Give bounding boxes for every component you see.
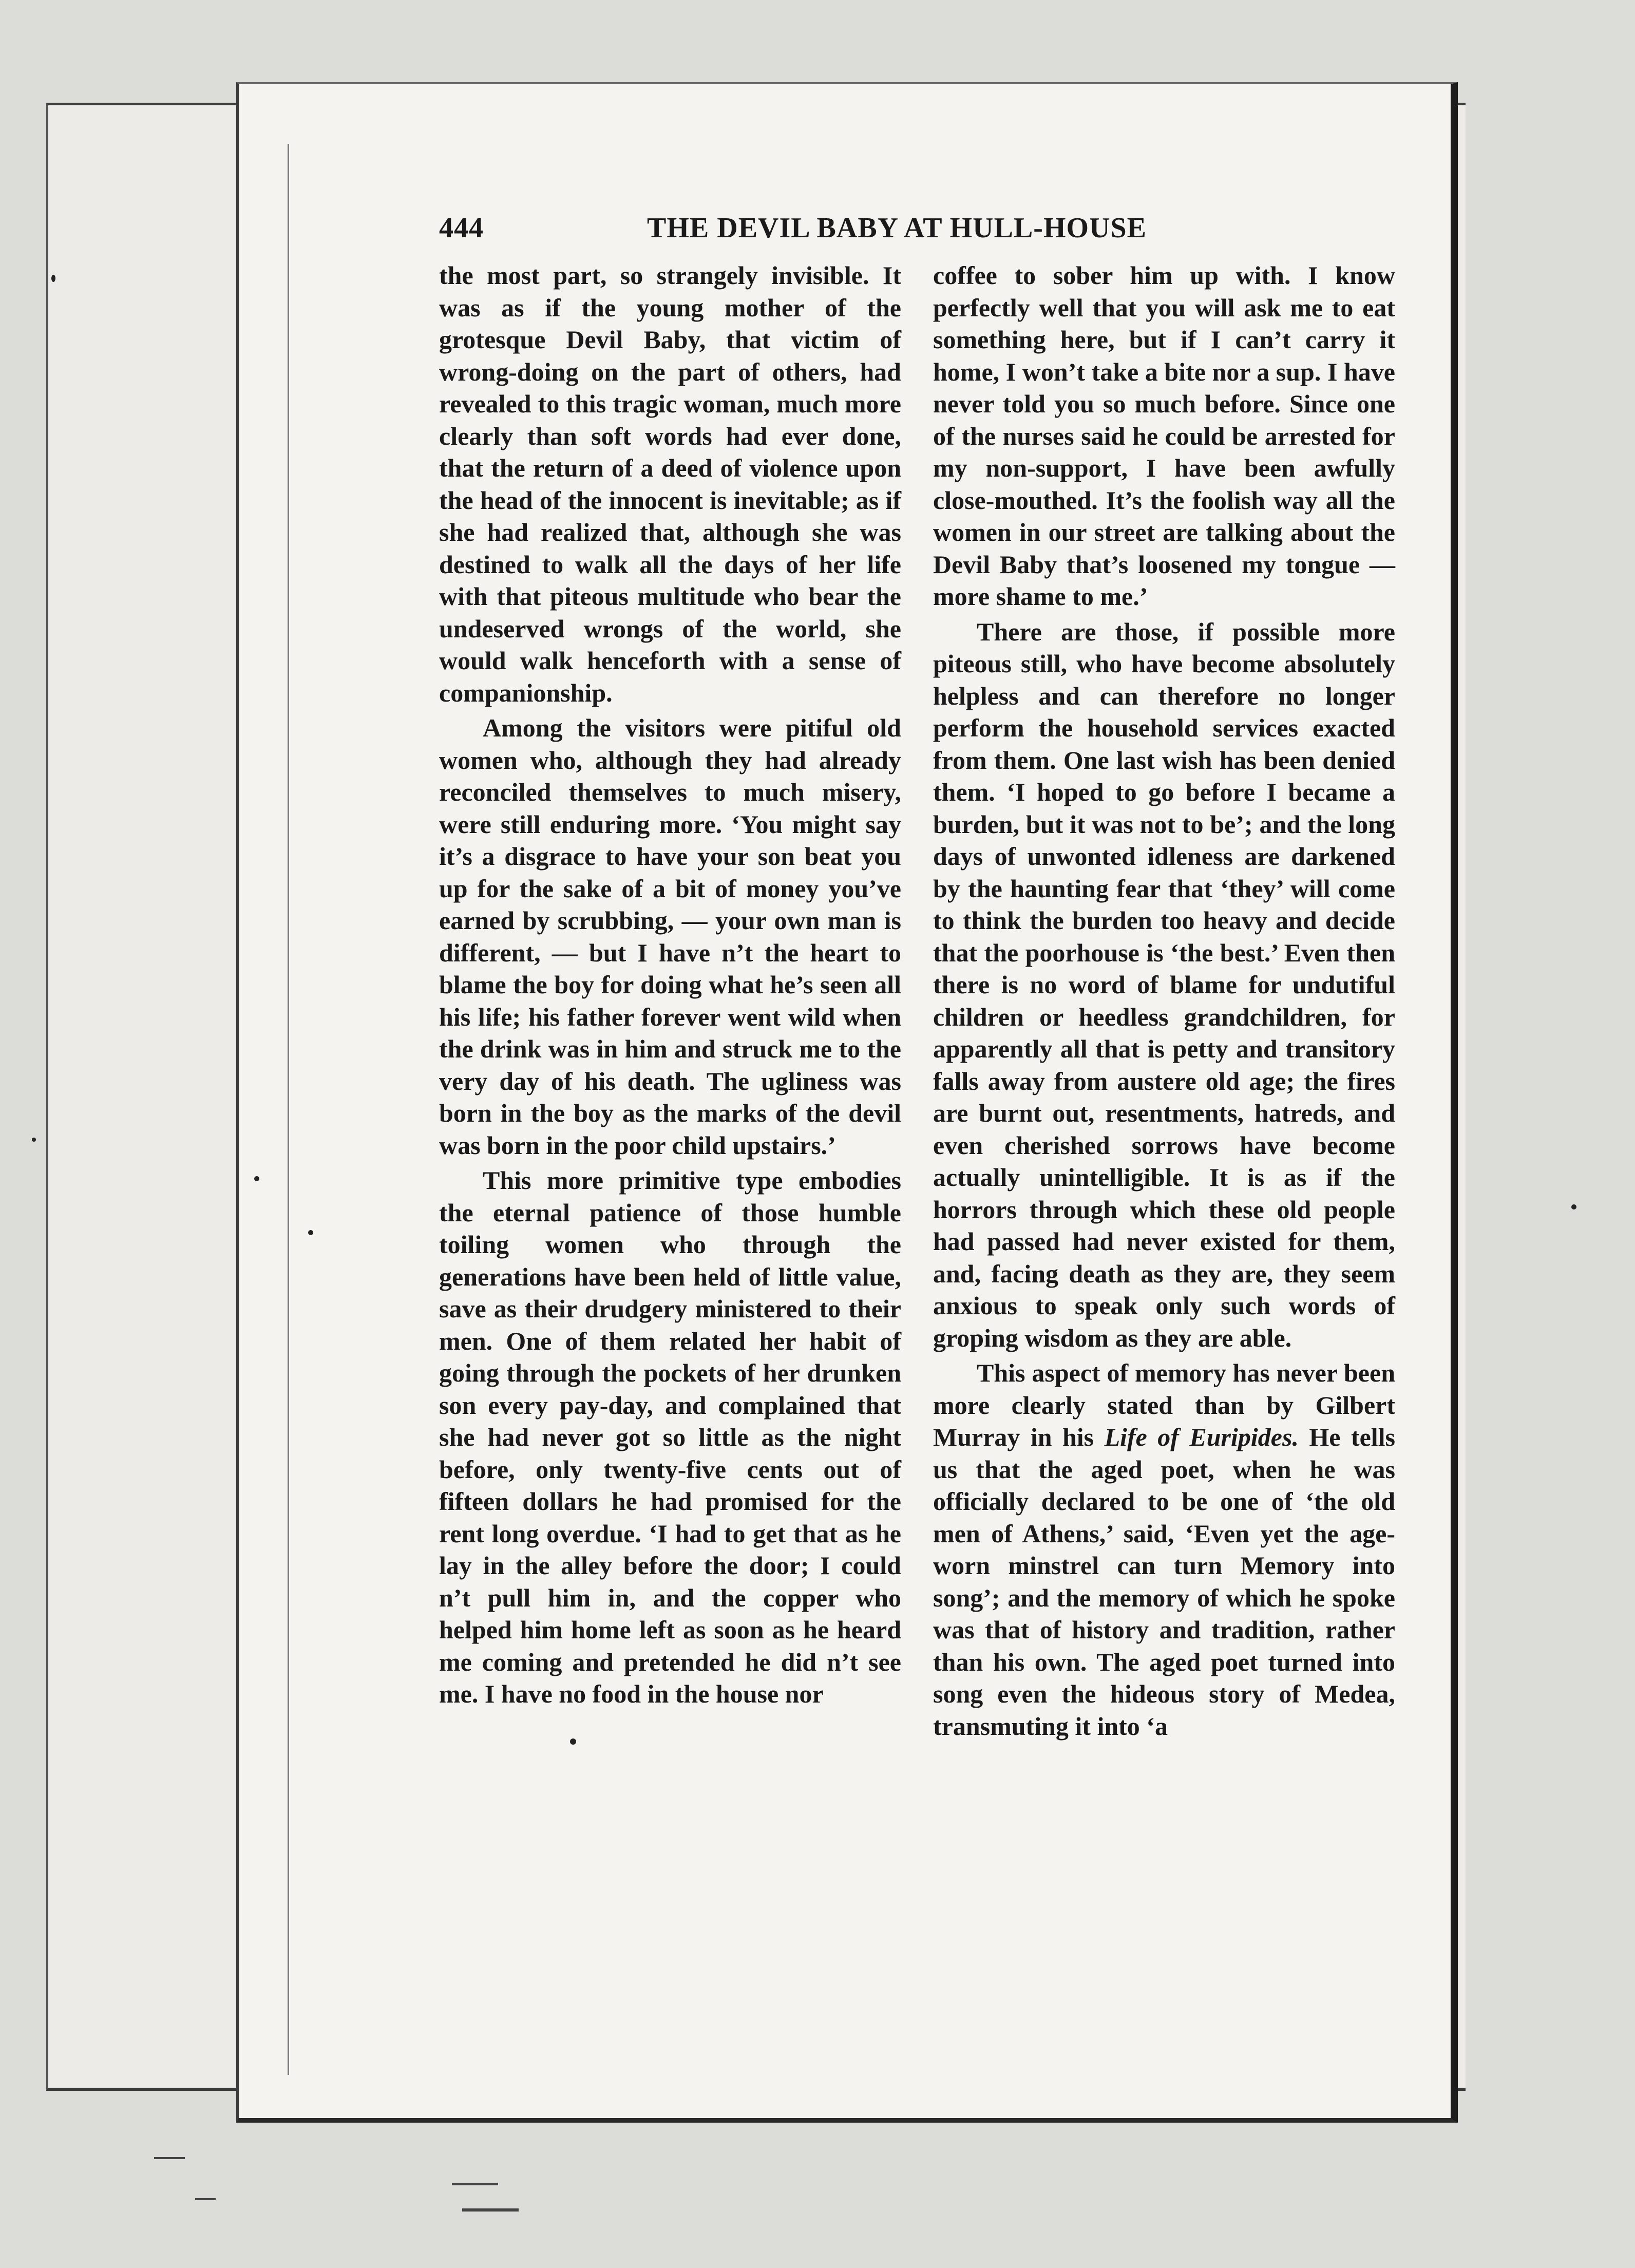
scan-speck xyxy=(308,1230,313,1235)
book-title-italic: Life of Euripides. xyxy=(1104,1423,1299,1451)
scan-scratch xyxy=(452,2183,498,2185)
scan-speck xyxy=(32,1138,36,1142)
scan-scratch xyxy=(195,2198,216,2200)
left-column xyxy=(439,259,901,1710)
scan-scratch xyxy=(154,2157,185,2159)
right-paragraph-2: There are those, if possible more piteous still, who have become absolutely helpless and can therefore no longer perform the household services exacted from them. One last wish has been denied them. ‘I hoped to go before I became a burden, but it was not to be’; and the long days of unwonted idleness are darkened by the haunting fear that ‘they’ will come to think the burden too heavy and decide that the poorhouse is ‘the best.’ Even then there is no word of blame for undutiful children or heedless grandchildren, for apparently all that is petty and transitory falls away from austere old age; the fires are burnt out, resentments, hatreds, and even cherished sorrows have become actually unintelligible. It is as if the horrors through which these old people had passed had never existed for them, and, facing death as they are, they seem anxious to speak only such words of groping wisdom as they are able. xyxy=(933,617,1395,1352)
page-number: 444 xyxy=(439,212,484,244)
left-paragraph-2: Among the visitors were pitiful old women who, although they had already reconciled themselves to much misery, were still enduring more. ‘You might say it’s a disgrace to have your son beat you up for the sake of a bit of money you’ve earned by scrubbing, — your own man is different, — but I have n’t the heart to blame the boy for doing what he’s seen all his life; his father forever went wild when the drink was in him and struck me to the very day of his death. The ugliness was born in the boy as the marks of the devil was born in the poor child upstairs.’ xyxy=(439,713,901,1160)
right-column xyxy=(933,259,1395,1742)
right-paragraph-1: coffee to sober him up with. I know perfectly well that you will ask me to eat something here, but if I can’t carry it home, I won’t take a bite nor a sup. I have never told you so much before. Since one of the nurses said he could be arrested for my non-support, I have been awfully close-mouthed. It’s the foolish way all the women in our street are talking about the Devil Baby that’s loosened my tongue — more shame to me.’ xyxy=(933,261,1395,611)
page-inner-edge xyxy=(288,144,289,2075)
left-paragraph-1: the most part, so strangely invisible. It was as if the young mother of the grotesque Devil Baby, that victim of wrong-doing on the part of others, had revealed to this tragic woman, much more clearly than soft words had ever done, that the return of a deed of violence upon the head of the innocent is inevitable; as if she had realized that, although she was destined to walk all the days of her life with that piteous multitude who bear the undeserved wrongs of the world, she would walk henceforth with a sense of companionship. xyxy=(439,261,901,707)
scan-speck xyxy=(570,1738,576,1745)
right-paragraph-3-start: This aspect of memory has never been more clearly stated than by Gilbert Murray in his xyxy=(933,1358,1395,1451)
right-paragraph-3-end: He tells us that the aged poet, when he was officially declared to be one of ‘the old men of Athens,’ said, ‘Even yet the age-worn minstrel can turn Memory into song’; and the memory of which he spoke was that of history and tradition, rather than his own. The aged poet turned into song even the hideous story of Medea, transmuting it into ‘a xyxy=(933,1423,1396,1741)
running-head xyxy=(434,205,1392,252)
scan-scratch xyxy=(462,2208,519,2212)
scan-speck xyxy=(51,275,55,282)
running-head-title: THE DEVIL BABY AT HULL-HOUSE xyxy=(647,212,1147,244)
scan-speck xyxy=(1571,1204,1576,1209)
page-text-area xyxy=(434,205,1396,1977)
left-paragraph-3: This more primitive type embodies the eternal patience of those humble toiling women who through the generations have been held of little value, save as their drudgery ministered to their men. One of them related her habit of going through the pockets of her drunken son every pay-day, and complained that she had never got so little as the night before, only twenty-five cents out of fifteen dollars he had promised for the rent long overdue. ‘I had to get that as he lay in the alley before the door; I could n’t pull him in, and the copper who helped him home left as soon as he heard me coming and pretended he did n’t see me. I have no food in the house nor xyxy=(439,1166,901,1708)
right-paragraph-3 xyxy=(933,1357,1395,1742)
scan-speck xyxy=(254,1176,259,1181)
